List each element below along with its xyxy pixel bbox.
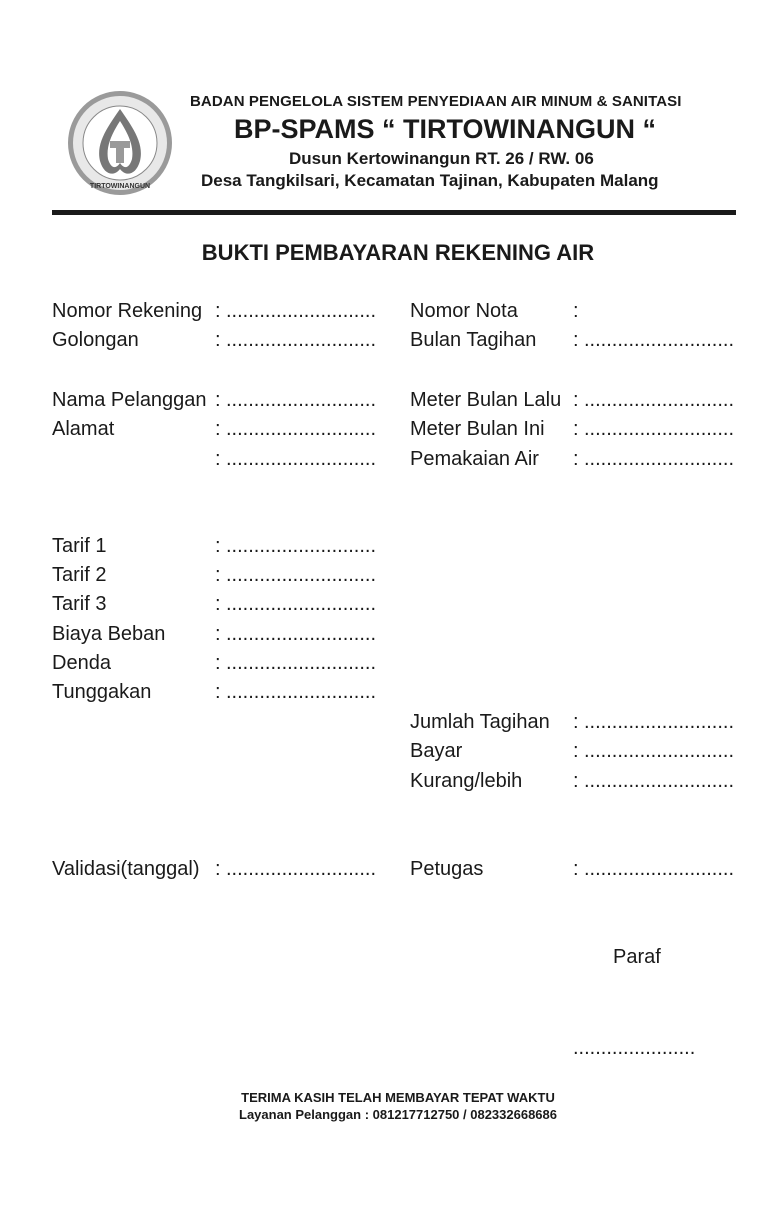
field-label: Validasi(tanggal) — [52, 858, 200, 880]
field-colon: : — [215, 652, 221, 674]
org-name: BP-SPAMS “ TIRTOWINANGUN “ — [234, 114, 656, 144]
field-value-blank[interactable]: ........................... — [584, 740, 735, 762]
field-colon: : — [215, 858, 221, 880]
field-label: Meter Bulan Lalu — [410, 389, 562, 411]
field-colon: : — [215, 389, 221, 411]
field-value-blank[interactable]: ........................... — [226, 623, 377, 645]
field-value-blank[interactable]: ........................... — [584, 858, 735, 880]
field-value-blank[interactable]: ........................... — [226, 300, 377, 322]
field-colon: : — [573, 770, 579, 792]
field-colon: : — [215, 329, 221, 351]
field-label: Golongan — [52, 329, 139, 351]
field-value-blank[interactable]: ........................... — [226, 448, 377, 470]
field-label: Biaya Beban — [52, 623, 166, 645]
field-colon: : — [573, 740, 579, 762]
field-label: Bayar — [410, 740, 463, 762]
field-label: Jumlah Tagihan — [410, 711, 550, 733]
field-colon: : — [215, 535, 221, 557]
field-colon: : — [573, 389, 579, 411]
organization-logo — [66, 89, 174, 197]
field-label: Nomor Rekening — [52, 300, 203, 322]
document-title: BUKTI PEMBAYARAN REKENING AIR — [201, 240, 595, 265]
field-colon: : — [215, 564, 221, 586]
field-label: Bulan Tagihan — [410, 329, 537, 351]
field-label: Denda — [52, 652, 111, 674]
field-label: Nama Pelanggan — [52, 389, 207, 411]
field-colon: : — [215, 300, 221, 322]
paraf-signature-line: ...................... — [573, 1037, 696, 1059]
field-value-blank[interactable]: ........................... — [584, 329, 735, 351]
field-label: Tarif 2 — [52, 564, 107, 586]
field-label: Kurang/lebih — [410, 770, 523, 792]
field-value-blank[interactable]: ........................... — [226, 418, 377, 440]
address-line-2: Desa Tangkilsari, Kecamatan Tajinan, Kabupaten Malang — [201, 171, 659, 190]
field-label: Tarif 3 — [52, 593, 107, 615]
field-label: Nomor Nota — [410, 300, 518, 322]
paraf-label: Paraf — [613, 946, 661, 968]
footer-thanks: TERIMA KASIH TELAH MEMBAYAR TEPAT WAKTU — [241, 1090, 555, 1105]
field-colon: : — [215, 448, 221, 470]
field-label: Tunggakan — [52, 681, 152, 703]
field-colon: : — [573, 711, 579, 733]
field-value-blank[interactable]: ........................... — [584, 448, 735, 470]
field-value-blank[interactable]: ........................... — [226, 681, 377, 703]
field-colon: : — [573, 418, 579, 440]
svg-text:TIRTOWINANGUN: TIRTOWINANGUN — [89, 183, 151, 190]
header-divider — [52, 210, 736, 215]
field-value-blank[interactable]: ........................... — [226, 389, 377, 411]
field-colon: : — [215, 418, 221, 440]
field-colon: : — [573, 448, 579, 470]
field-value-blank[interactable]: ........................... — [226, 858, 377, 880]
field-colon: : — [573, 329, 579, 351]
field-colon: : — [215, 623, 221, 645]
field-colon: : — [573, 858, 579, 880]
field-value-blank[interactable]: ........................... — [584, 389, 735, 411]
field-colon: : — [215, 681, 221, 703]
field-value-blank[interactable]: ........................... — [584, 711, 735, 733]
field-value-blank[interactable]: ........................... — [584, 770, 735, 792]
field-label: Petugas — [410, 858, 484, 880]
field-value-blank[interactable]: ........................... — [226, 329, 377, 351]
field-colon: : — [215, 593, 221, 615]
field-value-blank[interactable]: ........................... — [226, 535, 377, 557]
field-label: Tarif 1 — [52, 535, 107, 557]
field-value-blank[interactable]: ........................... — [226, 564, 377, 586]
field-label: Pemakaian Air — [410, 448, 539, 470]
field-label: Alamat — [52, 418, 115, 440]
footer-service: Layanan Pelanggan : 081217712750 / 082332668686 — [239, 1107, 557, 1122]
field-value-blank[interactable]: ........................... — [226, 593, 377, 615]
field-colon: : — [573, 300, 579, 322]
address-line-1: Dusun Kertowinangun RT. 26 / RW. 06 — [289, 149, 594, 168]
field-value-blank[interactable]: ........................... — [226, 652, 377, 674]
field-value-blank[interactable]: ........................... — [584, 418, 735, 440]
field-label: Meter Bulan Ini — [410, 418, 545, 440]
org-line: BADAN PENGELOLA SISTEM PENYEDIAAN AIR MINUM & SANITASI — [190, 93, 682, 110]
